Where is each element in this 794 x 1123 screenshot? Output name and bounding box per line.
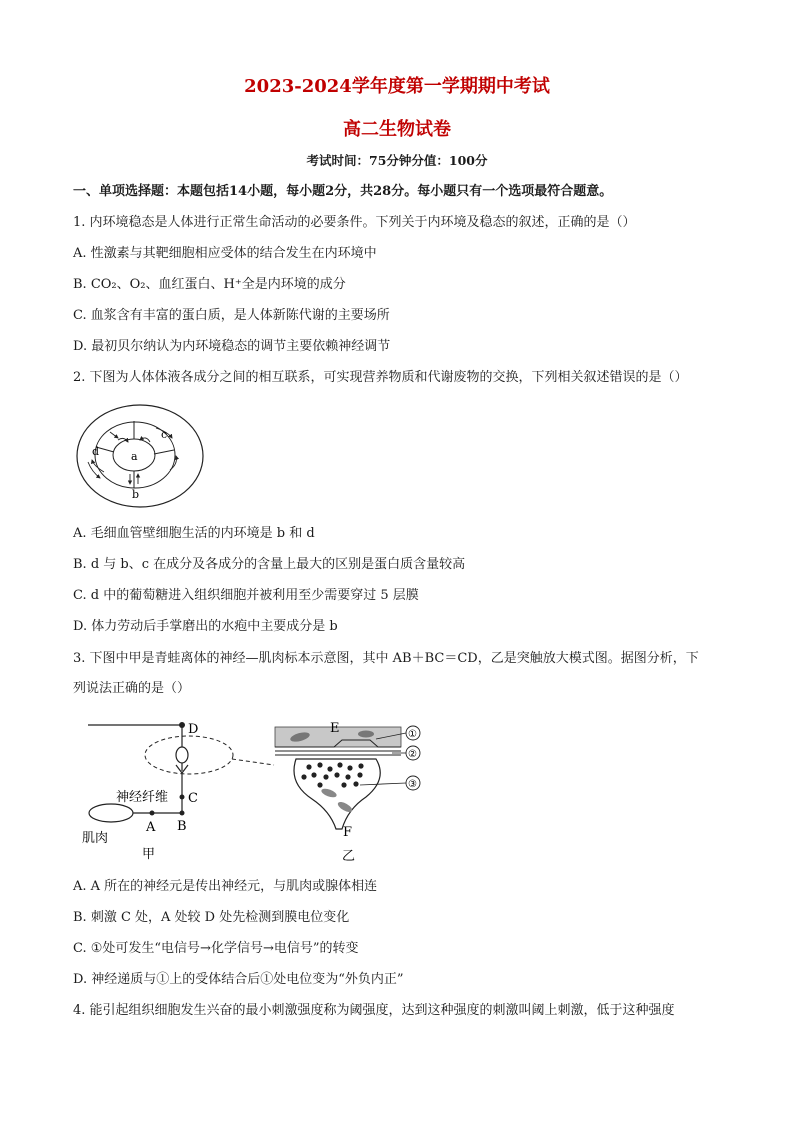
label-D: D xyxy=(188,722,199,737)
label-yi: 乙 xyxy=(342,849,356,864)
presynaptic-terminal xyxy=(294,759,380,829)
q2-stem: 2. 下图为人体体液各成分之间的相互联系，可实现营养物质和代谢废物的交换，下列相关叙述错误的是（） xyxy=(73,370,688,385)
label-C: C xyxy=(188,791,198,806)
q1-option-c: C. 血浆含有丰富的蛋白质，是人体新陈代谢的主要场所 xyxy=(73,308,390,323)
synapse-diagram xyxy=(275,721,420,864)
q2-option-c: C. d 中的葡萄糖进入组织细胞并被利用至少需要穿过 5 层膜 xyxy=(73,588,419,603)
body-fluid-diagram xyxy=(74,402,206,510)
exam-subject-title: 高二生物试卷 xyxy=(343,119,451,140)
label-A: A xyxy=(146,820,156,835)
muscle-shape xyxy=(89,804,133,822)
exam-title: 2023-2024学年度第一学期期中考试 xyxy=(244,76,550,97)
q1-option-a: A. 性激素与其靶细胞相应受体的结合发生在内环境中 xyxy=(73,246,377,261)
label-d: d xyxy=(92,445,100,458)
label-a: a xyxy=(131,450,138,463)
q3-option-a: A. A 所在的神经元是传出神经元，与肌肉或腺体相连 xyxy=(73,879,378,894)
q2-option-d: D. 体力劳动后手掌磨出的水疱中主要成分是 b xyxy=(73,619,338,634)
q3-option-d: D. 神经递质与①上的受体结合后①处电位变为“外负内正” xyxy=(73,972,404,987)
nerve-muscle-synapse-figure xyxy=(74,715,434,865)
label-c: c xyxy=(161,428,168,441)
q4-stem-line1: 4. 能引起组织细胞发生兴奋的最小刺激强度称为阈强度，达到这种强度的刺激叫阈上刺激，低于这种强度 xyxy=(73,1003,675,1018)
label-3: ③ xyxy=(408,779,417,790)
nerve-muscle-specimen xyxy=(82,722,274,862)
q1-stem: 1. 内环境稳态是人体进行正常生命活动的必要条件。下列关于内环境及稳态的叙述，正确的是（） xyxy=(73,215,636,230)
q2-option-b: B. d 与 b、c 在成分及各成分的含量上最大的区别是蛋白质含量较高 xyxy=(73,557,466,572)
label-muscle: 肌肉 xyxy=(82,831,109,846)
q1-option-d: D. 最初贝尔纳认为内环境稳态的调节主要依赖神经调节 xyxy=(73,339,391,354)
label-E: E xyxy=(330,721,340,736)
q3-option-c: C. ①处可发生“电信号→化学信号→电信号”的转变 xyxy=(73,941,359,956)
q3-stem-line2: 列说法正确的是（） xyxy=(73,681,191,696)
q1-option-b: B. CO₂、O₂、血红蛋白、H⁺全是内环境的成分 xyxy=(73,277,346,292)
label-2: ② xyxy=(408,749,417,760)
label-nerve-fiber: 神经纤维 xyxy=(116,790,169,805)
section-heading: 一、单项选择题：本题包括14小题，每小题2分，共28分。每小题只有一个选项最符合题意。 xyxy=(73,184,613,199)
exam-info: 考试时间：75分钟分值：100分 xyxy=(306,153,488,168)
q2-option-a: A. 毛细血管壁细胞生活的内环境是 b 和 d xyxy=(73,526,315,541)
label-jia: 甲 xyxy=(142,847,156,862)
q3-stem-line1: 3. 下图中甲是青蛙离体的神经—肌肉标本示意图，其中 AB＋BC＝CD，乙是突触放大模式图。据图分析，下 xyxy=(73,651,699,666)
label-F: F xyxy=(343,825,353,840)
q3-option-b: B. 刺激 C 处，A 处较 D 处先检测到膜电位变化 xyxy=(73,910,350,925)
label-B: B xyxy=(177,819,187,834)
label-1: ① xyxy=(408,729,417,740)
label-b: b xyxy=(132,488,140,501)
